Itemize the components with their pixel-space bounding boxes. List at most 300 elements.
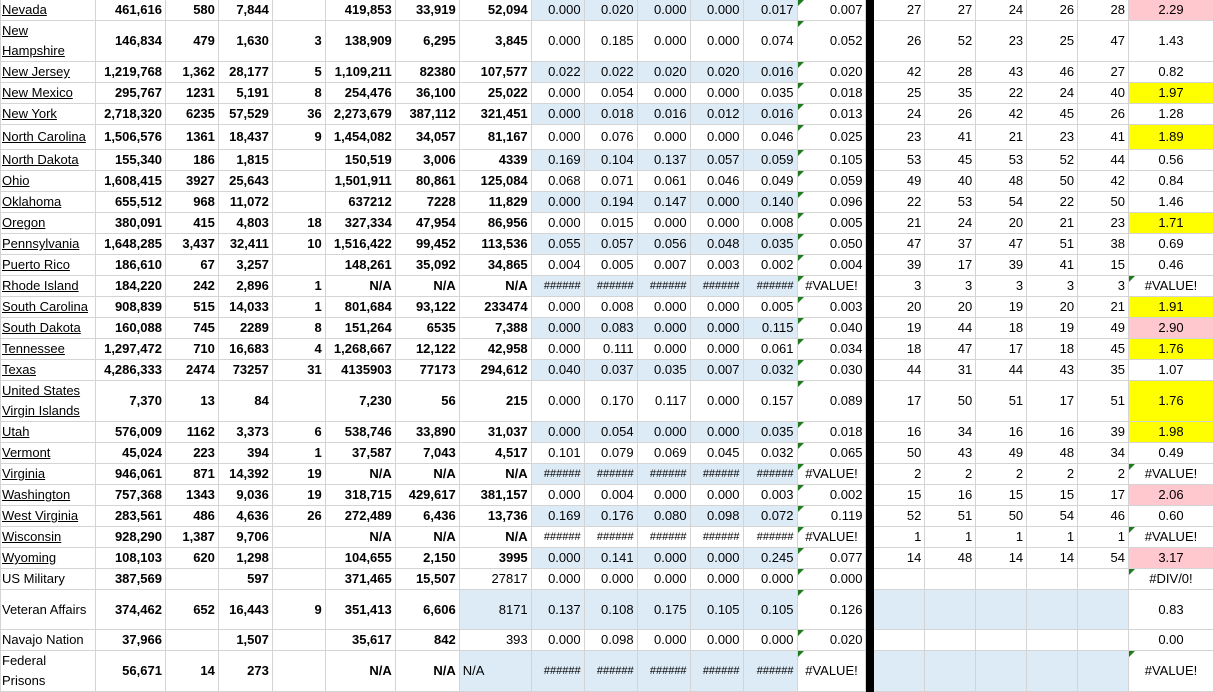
cell-value[interactable]: 1 (272, 297, 325, 318)
cell-value[interactable]: N/A (325, 527, 395, 548)
cell-score[interactable]: 1.76 (1128, 339, 1213, 360)
cell-rank[interactable] (874, 651, 925, 692)
cell-rank[interactable]: 53 (925, 192, 976, 213)
cell-value[interactable]: 31 (272, 360, 325, 381)
cell-average[interactable]: #VALUE! (797, 276, 866, 297)
cell-jurisdiction[interactable] (1, 548, 96, 569)
cell-value[interactable]: 1,516,422 (325, 234, 395, 255)
cell-value[interactable]: 148,261 (325, 255, 395, 276)
cell-value[interactable]: 93,122 (395, 297, 459, 318)
cell-score[interactable]: 1.91 (1128, 297, 1213, 318)
cell-rank[interactable]: 1 (925, 527, 976, 548)
cell-value[interactable]: 1,815 (218, 150, 272, 171)
cell-value[interactable]: N/A (395, 276, 459, 297)
cell-rate[interactable]: 0.022 (531, 62, 584, 83)
cell-rate[interactable]: 0.000 (637, 339, 690, 360)
cell-rank[interactable]: 26 (1027, 0, 1078, 21)
cell-value[interactable]: 113,536 (459, 234, 531, 255)
cell-jurisdiction[interactable] (1, 651, 96, 692)
cell-value[interactable]: 294,612 (459, 360, 531, 381)
cell-average[interactable]: 0.065 (797, 443, 866, 464)
cell-rate[interactable]: 0.072 (743, 506, 797, 527)
cell-rate[interactable]: 0.069 (637, 443, 690, 464)
cell-value[interactable]: 14 (165, 651, 218, 692)
cell-rank[interactable]: 48 (976, 171, 1027, 192)
cell-value[interactable]: 273 (218, 651, 272, 692)
cell-jurisdiction[interactable] (1, 255, 96, 276)
cell-rank[interactable]: 21 (976, 125, 1027, 150)
cell-rank[interactable] (976, 569, 1027, 590)
cell-rate[interactable]: 0.098 (584, 630, 637, 651)
cell-score[interactable]: #DIV/0! (1128, 569, 1213, 590)
cell-rank[interactable]: 39 (874, 255, 925, 276)
cell-rate[interactable]: 0.035 (743, 234, 797, 255)
cell-value[interactable]: 19 (272, 485, 325, 506)
cell-rank[interactable]: 51 (976, 381, 1027, 422)
cell-rate[interactable]: 0.000 (531, 297, 584, 318)
cell-value[interactable]: 374,462 (95, 590, 165, 630)
cell-average[interactable]: 0.096 (797, 192, 866, 213)
cell-rate[interactable]: 0.000 (690, 21, 743, 62)
cell-rate[interactable]: 0.017 (743, 0, 797, 21)
jurisdiction-link[interactable]: Rhode Island (2, 278, 79, 293)
cell-rank[interactable]: 24 (976, 0, 1027, 21)
cell-rank[interactable]: 17 (1027, 381, 1078, 422)
cell-value[interactable]: 34,057 (395, 125, 459, 150)
jurisdiction-link[interactable]: Wisconsin (2, 529, 62, 544)
cell-value[interactable]: 8 (272, 83, 325, 104)
cell-value[interactable]: 745 (165, 318, 218, 339)
cell-rank[interactable]: 39 (976, 255, 1027, 276)
cell-jurisdiction[interactable] (1, 150, 96, 171)
cell-value[interactable]: 380,091 (95, 213, 165, 234)
cell-value[interactable]: 3,373 (218, 422, 272, 443)
cell-rank[interactable]: 44 (976, 360, 1027, 381)
cell-value[interactable]: 56 (395, 381, 459, 422)
cell-average[interactable]: 0.077 (797, 548, 866, 569)
cell-rate[interactable]: 0.000 (637, 630, 690, 651)
cell-value[interactable]: 515 (165, 297, 218, 318)
jurisdiction-link[interactable]: Vermont (2, 445, 51, 460)
cell-rank[interactable]: 1 (976, 527, 1027, 548)
cell-rate[interactable]: ###### (637, 651, 690, 692)
cell-value[interactable]: 1231 (165, 83, 218, 104)
cell-rank[interactable]: 16 (925, 485, 976, 506)
cell-value[interactable]: 6,606 (395, 590, 459, 630)
cell-value[interactable]: 73257 (218, 360, 272, 381)
cell-average[interactable]: 0.020 (797, 62, 866, 83)
cell-rank[interactable]: 1 (1027, 527, 1078, 548)
cell-rank[interactable] (925, 590, 976, 630)
cell-value[interactable] (272, 192, 325, 213)
cell-rate[interactable]: 0.101 (531, 443, 584, 464)
cell-rank[interactable]: 54 (1078, 548, 1129, 569)
cell-jurisdiction[interactable] (1, 276, 96, 297)
cell-rank[interactable]: 45 (1027, 104, 1078, 125)
cell-score[interactable]: 1.97 (1128, 83, 1213, 104)
cell-rank[interactable]: 14 (976, 548, 1027, 569)
cell-rate[interactable]: 0.020 (637, 62, 690, 83)
cell-value[interactable]: 283,561 (95, 506, 165, 527)
cell-rank[interactable]: 43 (1027, 360, 1078, 381)
cell-average[interactable]: 0.050 (797, 234, 866, 255)
cell-value[interactable]: 1162 (165, 422, 218, 443)
cell-rank[interactable]: 46 (1027, 62, 1078, 83)
cell-value[interactable]: 4,636 (218, 506, 272, 527)
cell-value[interactable] (272, 548, 325, 569)
jurisdiction-link[interactable]: New Jersey (2, 64, 70, 79)
cell-rank[interactable]: 2 (1078, 464, 1129, 485)
cell-rate[interactable]: 0.004 (531, 255, 584, 276)
cell-rate[interactable]: 0.049 (743, 171, 797, 192)
cell-rate[interactable]: ###### (690, 651, 743, 692)
cell-value[interactable]: 33,919 (395, 0, 459, 21)
cell-rate[interactable]: 0.175 (637, 590, 690, 630)
cell-rank[interactable]: 41 (1027, 255, 1078, 276)
cell-jurisdiction[interactable] (1, 192, 96, 213)
cell-rate[interactable]: 0.169 (531, 506, 584, 527)
cell-rate[interactable]: 0.000 (637, 485, 690, 506)
jurisdiction-link[interactable]: Oregon (2, 215, 46, 230)
cell-rate[interactable]: 0.185 (584, 21, 637, 62)
cell-rate[interactable]: 0.000 (531, 569, 584, 590)
cell-jurisdiction[interactable] (1, 360, 96, 381)
cell-value[interactable]: 7228 (395, 192, 459, 213)
cell-rate[interactable]: 0.035 (743, 422, 797, 443)
cell-value[interactable]: 842 (395, 630, 459, 651)
cell-rate[interactable]: 0.000 (584, 569, 637, 590)
cell-rate[interactable]: 0.074 (743, 21, 797, 62)
cell-rate[interactable]: 0.000 (531, 548, 584, 569)
cell-rate[interactable]: 0.176 (584, 506, 637, 527)
cell-jurisdiction[interactable] (1, 318, 96, 339)
cell-rank[interactable] (1078, 569, 1129, 590)
cell-rate[interactable]: 0.170 (584, 381, 637, 422)
cell-value[interactable]: 45,024 (95, 443, 165, 464)
cell-value[interactable] (272, 569, 325, 590)
cell-value[interactable]: 597 (218, 569, 272, 590)
cell-value[interactable]: 146,834 (95, 21, 165, 62)
cell-rate[interactable]: 0.000 (637, 297, 690, 318)
cell-value[interactable]: 67 (165, 255, 218, 276)
cell-rate[interactable]: 0.117 (637, 381, 690, 422)
cell-average[interactable]: 0.018 (797, 422, 866, 443)
cell-jurisdiction[interactable] (1, 464, 96, 485)
cell-rate[interactable]: ###### (637, 464, 690, 485)
cell-value[interactable] (272, 381, 325, 422)
cell-value[interactable]: 968 (165, 192, 218, 213)
cell-score[interactable]: #VALUE! (1128, 527, 1213, 548)
cell-rate[interactable]: 0.012 (690, 104, 743, 125)
cell-value[interactable]: 16,443 (218, 590, 272, 630)
jurisdiction-link[interactable]: South Carolina (2, 299, 88, 314)
cell-rank[interactable]: 51 (1078, 381, 1129, 422)
jurisdiction-link[interactable]: Texas (2, 362, 36, 377)
cell-rate[interactable]: 0.083 (584, 318, 637, 339)
cell-score[interactable]: 2.06 (1128, 485, 1213, 506)
cell-rate[interactable]: 0.000 (637, 318, 690, 339)
cell-value[interactable]: 57,529 (218, 104, 272, 125)
cell-rank[interactable]: 47 (925, 339, 976, 360)
cell-value[interactable]: 4,286,333 (95, 360, 165, 381)
cell-value[interactable]: 538,746 (325, 422, 395, 443)
cell-value[interactable]: 486 (165, 506, 218, 527)
cell-value[interactable]: 77173 (395, 360, 459, 381)
cell-value[interactable]: N/A (325, 276, 395, 297)
cell-rate[interactable]: 0.000 (690, 339, 743, 360)
cell-score[interactable]: #VALUE! (1128, 651, 1213, 692)
cell-average[interactable]: 0.013 (797, 104, 866, 125)
cell-value[interactable]: 321,451 (459, 104, 531, 125)
cell-rate[interactable]: 0.005 (584, 255, 637, 276)
cell-rank[interactable]: 45 (1078, 339, 1129, 360)
cell-value[interactable]: 26 (272, 506, 325, 527)
cell-value[interactable]: 387,569 (95, 569, 165, 590)
cell-rank[interactable]: 3 (1078, 276, 1129, 297)
cell-rank[interactable]: 49 (1078, 318, 1129, 339)
cell-rate[interactable]: 0.056 (637, 234, 690, 255)
cell-value[interactable]: 81,167 (459, 125, 531, 150)
cell-rank[interactable]: 26 (874, 21, 925, 62)
cell-jurisdiction[interactable] (1, 422, 96, 443)
cell-rank[interactable]: 46 (1078, 506, 1129, 527)
cell-rank[interactable]: 54 (976, 192, 1027, 213)
cell-value[interactable]: 351,413 (325, 590, 395, 630)
cell-rank[interactable]: 35 (1078, 360, 1129, 381)
cell-rate[interactable]: 0.037 (584, 360, 637, 381)
cell-value[interactable]: 42,958 (459, 339, 531, 360)
cell-rate[interactable]: 0.000 (690, 192, 743, 213)
cell-jurisdiction[interactable] (1, 83, 96, 104)
cell-rank[interactable]: 31 (925, 360, 976, 381)
cell-value[interactable]: 4135903 (325, 360, 395, 381)
cell-rate[interactable]: 0.057 (584, 234, 637, 255)
cell-value[interactable]: 223 (165, 443, 218, 464)
cell-rank[interactable]: 20 (925, 297, 976, 318)
cell-rate[interactable]: ###### (531, 651, 584, 692)
cell-rank[interactable] (1078, 590, 1129, 630)
cell-rank[interactable]: 3 (925, 276, 976, 297)
cell-value[interactable]: 3 (272, 21, 325, 62)
cell-rank[interactable]: 23 (1027, 125, 1078, 150)
cell-score[interactable]: #VALUE! (1128, 464, 1213, 485)
cell-rate[interactable]: 0.054 (584, 83, 637, 104)
cell-rate[interactable]: 0.137 (531, 590, 584, 630)
cell-rate[interactable]: 0.055 (531, 234, 584, 255)
cell-rate[interactable]: 0.022 (584, 62, 637, 83)
cell-value[interactable]: 371,465 (325, 569, 395, 590)
cell-average[interactable]: #VALUE! (797, 651, 866, 692)
jurisdiction-link[interactable]: Puerto Rico (2, 257, 70, 272)
cell-value[interactable]: 1361 (165, 125, 218, 150)
cell-value[interactable]: 37,587 (325, 443, 395, 464)
cell-rank[interactable]: 15 (976, 485, 1027, 506)
cell-score[interactable]: 1.46 (1128, 192, 1213, 213)
cell-rate[interactable]: ###### (743, 276, 797, 297)
cell-jurisdiction[interactable] (1, 0, 96, 21)
cell-rank[interactable]: 27 (1078, 62, 1129, 83)
cell-value[interactable]: 908,839 (95, 297, 165, 318)
cell-score[interactable]: 1.89 (1128, 125, 1213, 150)
cell-value[interactable]: 381,157 (459, 485, 531, 506)
cell-rate[interactable]: 0.169 (531, 150, 584, 171)
cell-rank[interactable]: 45 (925, 150, 976, 171)
cell-value[interactable]: 1,298 (218, 548, 272, 569)
cell-value[interactable]: 33,890 (395, 422, 459, 443)
cell-rank[interactable]: 28 (1078, 0, 1129, 21)
jurisdiction-link[interactable]: Washington (2, 487, 71, 502)
cell-rank[interactable]: 15 (1027, 485, 1078, 506)
cell-value[interactable]: 9 (272, 590, 325, 630)
cell-rank[interactable]: 16 (1027, 422, 1078, 443)
cell-value[interactable]: 11,072 (218, 192, 272, 213)
cell-value[interactable]: 52,094 (459, 0, 531, 21)
cell-average[interactable]: 0.002 (797, 485, 866, 506)
cell-rate[interactable]: 0.000 (637, 0, 690, 21)
cell-value[interactable]: 37,966 (95, 630, 165, 651)
cell-rank[interactable]: 25 (1027, 21, 1078, 62)
cell-rank[interactable]: 22 (1027, 192, 1078, 213)
cell-value[interactable]: 1 (272, 443, 325, 464)
cell-rank[interactable]: 20 (1027, 297, 1078, 318)
cell-rate[interactable]: 0.000 (531, 422, 584, 443)
jurisdiction-link[interactable]: North Carolina (2, 129, 86, 144)
cell-rank[interactable]: 18 (1027, 339, 1078, 360)
cell-rate[interactable]: 0.000 (690, 381, 743, 422)
cell-rank[interactable]: 23 (874, 125, 925, 150)
cell-value[interactable]: 13 (165, 381, 218, 422)
cell-rank[interactable]: 1 (1078, 527, 1129, 548)
cell-value[interactable]: 9,706 (218, 527, 272, 548)
cell-rate[interactable]: ###### (637, 527, 690, 548)
cell-rank[interactable] (925, 630, 976, 651)
cell-jurisdiction[interactable] (1, 297, 96, 318)
cell-rank[interactable]: 19 (976, 297, 1027, 318)
cell-value[interactable]: 107,577 (459, 62, 531, 83)
cell-rank[interactable]: 24 (925, 213, 976, 234)
cell-rate[interactable]: 0.108 (584, 590, 637, 630)
cell-value[interactable]: N/A (459, 276, 531, 297)
cell-rank[interactable]: 50 (874, 443, 925, 464)
cell-average[interactable]: 0.000 (797, 569, 866, 590)
cell-rate[interactable]: 0.147 (637, 192, 690, 213)
cell-value[interactable]: 14,392 (218, 464, 272, 485)
jurisdiction-link[interactable]: New Mexico (2, 85, 73, 100)
cell-rank[interactable]: 18 (976, 318, 1027, 339)
cell-rate[interactable]: 0.115 (743, 318, 797, 339)
cell-rank[interactable]: 39 (1078, 422, 1129, 443)
cell-average[interactable]: 0.018 (797, 83, 866, 104)
cell-rank[interactable]: 17 (1078, 485, 1129, 506)
cell-rank[interactable]: 17 (976, 339, 1027, 360)
cell-rank[interactable] (1078, 630, 1129, 651)
cell-rate[interactable]: 0.048 (690, 234, 743, 255)
cell-rank[interactable] (1027, 630, 1078, 651)
cell-rate[interactable]: 0.000 (690, 125, 743, 150)
cell-average[interactable]: 0.020 (797, 630, 866, 651)
cell-rank[interactable]: 52 (874, 506, 925, 527)
cell-rank[interactable]: 22 (874, 192, 925, 213)
cell-value[interactable]: 254,476 (325, 83, 395, 104)
cell-value[interactable]: 2,896 (218, 276, 272, 297)
cell-value[interactable]: 8 (272, 318, 325, 339)
cell-rate[interactable]: 0.032 (743, 443, 797, 464)
jurisdiction-link[interactable]: North Dakota (2, 152, 79, 167)
cell-value[interactable]: 19 (272, 464, 325, 485)
cell-rate[interactable]: 0.035 (743, 83, 797, 104)
cell-average[interactable]: 0.005 (797, 213, 866, 234)
cell-rate[interactable]: 0.000 (743, 630, 797, 651)
cell-score[interactable]: 0.69 (1128, 234, 1213, 255)
cell-average[interactable]: 0.040 (797, 318, 866, 339)
cell-rank[interactable]: 51 (925, 506, 976, 527)
cell-value[interactable]: 9 (272, 125, 325, 150)
cell-value[interactable]: 1,387 (165, 527, 218, 548)
cell-rate[interactable]: 0.016 (637, 104, 690, 125)
cell-value[interactable]: N/A (325, 651, 395, 692)
cell-jurisdiction[interactable] (1, 485, 96, 506)
cell-score[interactable]: 1.43 (1128, 21, 1213, 62)
cell-value[interactable]: 710 (165, 339, 218, 360)
cell-rank[interactable]: 37 (925, 234, 976, 255)
cell-rate[interactable]: ###### (584, 276, 637, 297)
cell-rank[interactable]: 35 (925, 83, 976, 104)
cell-value[interactable]: 1,648,285 (95, 234, 165, 255)
cell-value[interactable]: 620 (165, 548, 218, 569)
cell-rank[interactable]: 50 (925, 381, 976, 422)
cell-value[interactable]: 80,861 (395, 171, 459, 192)
jurisdiction-link[interactable]: New Hampshire (2, 23, 65, 58)
jurisdiction-link[interactable]: Utah (2, 424, 30, 439)
cell-rate[interactable]: 0.000 (690, 0, 743, 21)
cell-value[interactable]: 801,684 (325, 297, 395, 318)
cell-rate[interactable]: ###### (690, 464, 743, 485)
cell-value[interactable]: 184,220 (95, 276, 165, 297)
cell-value[interactable]: 1,454,082 (325, 125, 395, 150)
cell-value[interactable]: 928,290 (95, 527, 165, 548)
cell-value[interactable]: 13,736 (459, 506, 531, 527)
cell-value[interactable]: 9,036 (218, 485, 272, 506)
cell-value[interactable]: 3,257 (218, 255, 272, 276)
cell-rank[interactable]: 15 (874, 485, 925, 506)
cell-value[interactable]: 186,610 (95, 255, 165, 276)
cell-rank[interactable]: 21 (1027, 213, 1078, 234)
cell-average[interactable]: 0.004 (797, 255, 866, 276)
cell-jurisdiction[interactable] (1, 104, 96, 125)
cell-value[interactable]: 10 (272, 234, 325, 255)
cell-value[interactable]: 108,103 (95, 548, 165, 569)
cell-average[interactable]: 0.052 (797, 21, 866, 62)
cell-rate[interactable]: 0.016 (743, 62, 797, 83)
cell-score[interactable]: #VALUE! (1128, 276, 1213, 297)
cell-value[interactable]: 429,617 (395, 485, 459, 506)
cell-rate[interactable]: ###### (531, 276, 584, 297)
cell-rate[interactable]: ###### (531, 527, 584, 548)
cell-rate[interactable]: ###### (584, 527, 637, 548)
cell-average[interactable]: 0.119 (797, 506, 866, 527)
cell-score[interactable]: 2.90 (1128, 318, 1213, 339)
cell-rate[interactable]: 0.000 (637, 422, 690, 443)
cell-rank[interactable]: 20 (976, 213, 1027, 234)
cell-rank[interactable]: 2 (976, 464, 1027, 485)
cell-value[interactable]: 1343 (165, 485, 218, 506)
cell-value[interactable]: 6235 (165, 104, 218, 125)
jurisdiction-link[interactable]: United States Virgin Islands (2, 383, 81, 418)
cell-jurisdiction[interactable] (1, 630, 96, 651)
cell-rate[interactable]: 0.141 (584, 548, 637, 569)
cell-value[interactable]: 151,264 (325, 318, 395, 339)
cell-rate[interactable]: 0.000 (531, 104, 584, 125)
